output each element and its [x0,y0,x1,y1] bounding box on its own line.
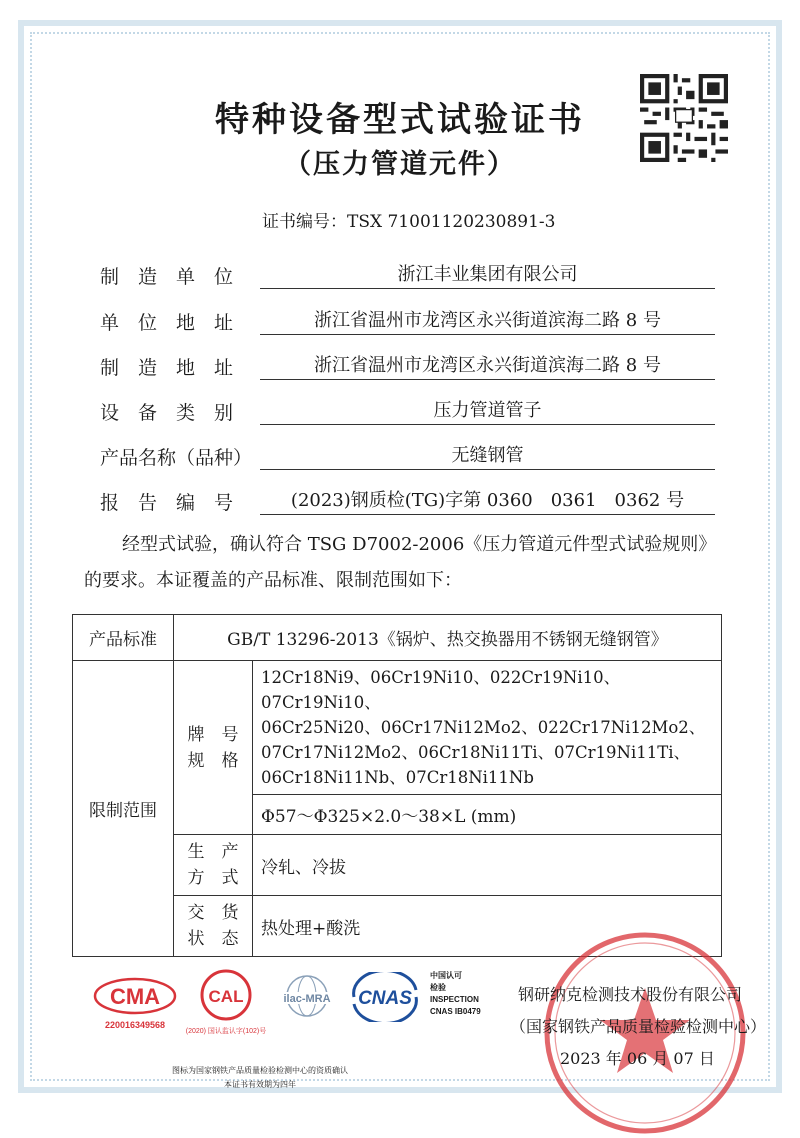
issuer-name: 钢研纳克检测技术股份有限公司 [518,985,743,1004]
certificate-title: 特种设备型式试验证书 [215,100,585,140]
certificate-number: 证书编号：TSX 71001120230891-3 [262,212,556,232]
field-value-equipment-category: 压力管道管子 [260,396,715,425]
field-label-manufacturer: 制 造 单 位 [100,266,234,288]
grade-line: 07Cr17Ni12Mo2、06Cr18Ni11Ti、07Cr19Ni11Ti、 [261,743,691,762]
table-row [73,661,722,795]
cma-logo [92,976,178,1030]
cal-text: CAL [208,987,244,1006]
cnas-info-line: INSPECTION [430,995,479,1004]
grade-label-line-1: 牌 号 [187,724,239,745]
standard-label: 产品标准 [73,615,174,661]
cma-number: 220016349568 [104,1020,166,1030]
field-label-manufacturing-address: 制 造 地 址 [100,357,234,379]
grade-line: 12Cr18Ni9、06Cr19Ni10、022Cr19Ni10、07Cr19Ni10、 [261,668,621,712]
issue-date: 2023 年 06 月 07 日 [560,1049,715,1068]
cal-logo [184,968,268,1036]
cnas-mark-icon [346,972,424,1022]
delivery-value: 热处理+酸洗 [253,896,722,957]
method-label [174,835,253,896]
certificate-subtitle: （压力管道元件） [284,149,516,180]
field-value-company-address: 浙江省温州市龙湾区永兴街道滨海二路 8 号 [260,306,715,335]
cnas-info [430,970,481,1018]
ilac-text: ilac-MRA [283,993,331,1005]
cal-mark-icon [196,968,256,1022]
method-label-line-2: 方 式 [187,868,239,888]
limit-label: 限制范围 [73,661,174,957]
cnas-text: CNAS [358,988,412,1009]
standard-value: GB/T 13296-2013《锅炉、热交换器用不锈钢无缝钢管》 [174,615,722,661]
grade-line: 06Cr25Ni20、06Cr17Ni12Mo2、022Cr17Ni12Mo2、 [261,718,706,737]
field-label-company-address: 单 位 地 址 [100,312,234,334]
cnas-info-line: 检验 [430,983,446,992]
grade-line: 06Cr18Ni11Nb、07Cr18Ni11Nb [261,768,534,787]
delivery-label [174,896,253,957]
cnas-info-line: 中国认可 [430,971,462,980]
grade-label-line-2: 规 格 [187,750,239,771]
issuer-sub-name: （国家钢铁产品质量检验检测中心） [510,1017,767,1036]
delivery-label-line-1: 交 货 [187,903,239,923]
method-value: 冷轧、冷拔 [253,835,722,896]
field-value-product-name: 无缝钢管 [260,441,715,470]
table-row [73,615,722,661]
field-value-report-number: (2023)钢质检(TG)字第 0360 0361 0362 号 [260,486,715,515]
field-label-product-name: 产品名称（品种） [100,447,253,469]
method-label-line-1: 生 产 [187,842,239,862]
qr-code-icon [640,74,728,162]
field-label-equipment-category: 设 备 类 别 [100,402,234,424]
grades-cell [253,661,722,795]
grade-label [174,661,253,835]
statement-line-2: 的要求。本证覆盖的产品标准、限制范围如下： [84,570,462,591]
footnote-1: 图标为国家钢铁产品质量检验检测中心的资质确认 [172,1066,348,1075]
cma-mark-icon [92,976,178,1016]
cal-number: (2020) 国认监认字(102)号 [185,1028,267,1035]
field-value-manufacturer: 浙江丰业集团有限公司 [260,260,715,289]
field-label-report-number: 报 告 编 号 [100,492,234,514]
cma-text: CMA [109,984,161,1009]
scope-table [72,614,722,957]
spec-value: Φ57～Φ325×2.0～38×L (mm) [253,795,722,835]
ilac-globe-icon [277,972,337,1022]
delivery-label-line-2: 状 态 [187,929,239,949]
cnas-logo [346,972,424,1026]
field-value-manufacturing-address: 浙江省温州市龙湾区永兴街道滨海二路 8 号 [260,351,715,380]
ilac-mra-logo [272,972,342,1026]
footnote-2: 本证书有效期为四年 [224,1080,296,1089]
cnas-info-line: CNAS IB0479 [430,1007,481,1016]
statement-line-1: 经型式试验，确认符合 TSG D7002-2006《压力管道元件型式试验规则》 [122,534,717,555]
